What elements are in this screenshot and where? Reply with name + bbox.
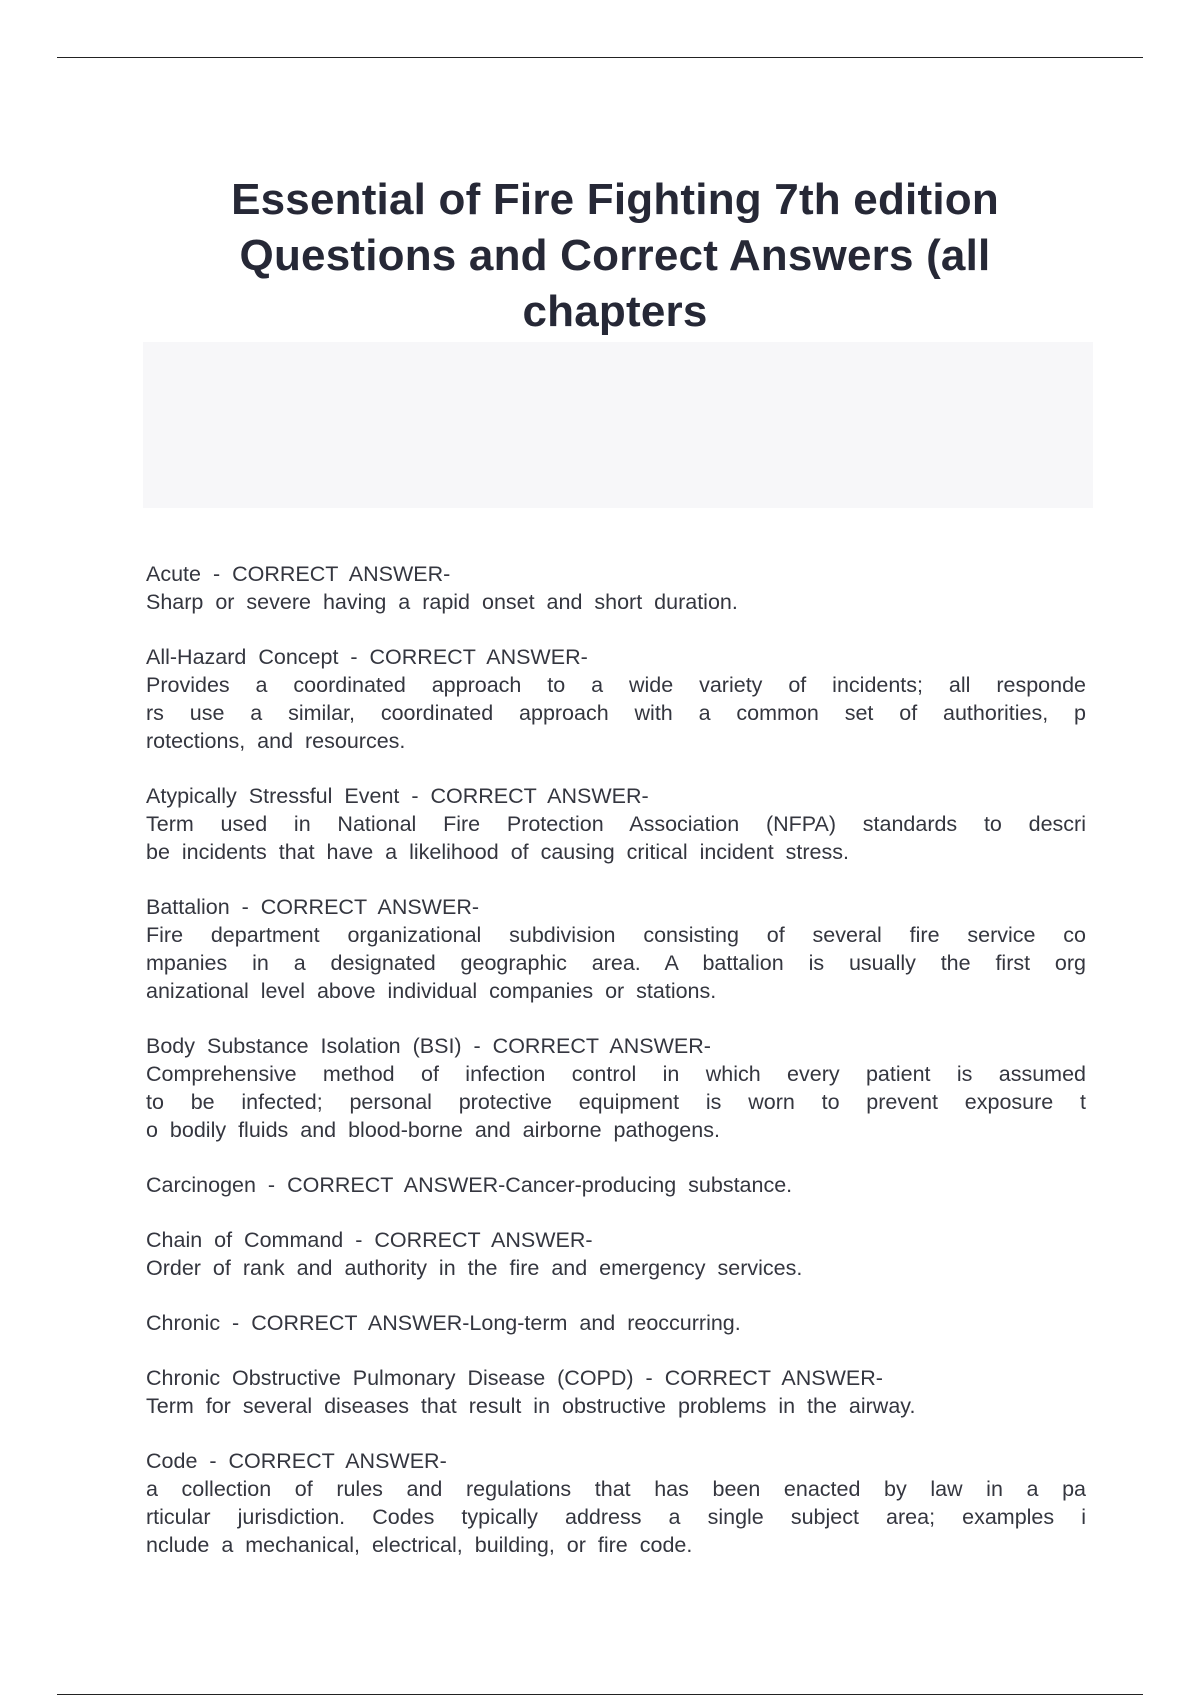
glossary-entries xyxy=(146,560,1086,1586)
entry-definition-line: Provides a coordinated approach to a wide variety of incidents; all responde xyxy=(146,673,1086,697)
entry-term-line: All-Hazard Concept - CORRECT ANSWER- xyxy=(146,645,588,669)
glossary-entry xyxy=(146,893,1086,1005)
entry-definition-line: a collection of rules and regulations that has been enacted by law in a pa xyxy=(146,1477,1086,1501)
entry-definition-line: rticular jurisdiction. Codes typically address a single subject area; examples i xyxy=(146,1505,1086,1529)
entry-term-line: Carcinogen - CORRECT ANSWER-Cancer-producing substance. xyxy=(146,1173,793,1197)
glossary-entry xyxy=(146,1447,1086,1559)
entry-term-line: Code - CORRECT ANSWER- xyxy=(146,1449,447,1473)
entry-definition-line: to be infected; personal protective equipment is worn to prevent exposure t xyxy=(146,1090,1086,1114)
entry-definition-line: Term used in National Fire Protection Association (NFPA) standards to descri xyxy=(146,812,1086,836)
glossary-entry xyxy=(146,560,1086,616)
entry-definition-line: Comprehensive method of infection control in which every patient is assumed xyxy=(146,1062,1086,1086)
top-rule xyxy=(57,57,1143,58)
entry-definition-line: nclude a mechanical, electrical, building, or fire code. xyxy=(146,1533,693,1557)
glossary-entry xyxy=(146,1226,1086,1282)
title-line: Essential of Fire Fighting 7th edition xyxy=(231,175,999,224)
entry-definition-line: be incidents that have a likelihood of causing critical incident stress. xyxy=(146,840,849,864)
entry-definition-line: Term for several diseases that result in obstructive problems in the airway. xyxy=(146,1394,916,1418)
entry-definition-line: rs use a similar, coordinated approach with a common set of authorities, p xyxy=(146,701,1086,725)
glossary-entry xyxy=(146,1364,1086,1420)
glossary-entry xyxy=(146,643,1086,755)
entry-definition-line: o bodily fluids and blood-borne and airborne pathogens. xyxy=(146,1118,720,1142)
entry-term-line: Acute - CORRECT ANSWER- xyxy=(146,562,451,586)
entry-term-line: Chronic - CORRECT ANSWER-Long-term and reoccurring. xyxy=(146,1311,741,1335)
entry-definition-line: Order of rank and authority in the fire and emergency services. xyxy=(146,1256,803,1280)
glossary-entry xyxy=(146,1032,1086,1144)
entry-definition-line: Fire department organizational subdivision consisting of several fire service co xyxy=(146,923,1086,947)
entry-term-line: Chronic Obstructive Pulmonary Disease (COPD) - CORRECT ANSWER- xyxy=(146,1366,883,1390)
glossary-entry xyxy=(146,782,1086,866)
document-title xyxy=(120,172,1110,340)
entry-definition-line: rotections, and resources. xyxy=(146,729,406,753)
title-line: Questions and Correct Answers (all xyxy=(239,231,991,280)
title-panel xyxy=(143,342,1093,508)
entry-term-line: Chain of Command - CORRECT ANSWER- xyxy=(146,1228,593,1252)
glossary-entry xyxy=(146,1309,1086,1337)
glossary-entry xyxy=(146,1171,1086,1199)
entry-definition-line: Sharp or severe having a rapid onset and short duration. xyxy=(146,590,738,614)
title-line: chapters xyxy=(522,287,708,336)
entry-definition-line: mpanies in a designated geographic area. A battalion is usually the first org xyxy=(146,951,1086,975)
entry-term-line: Atypically Stressful Event - CORRECT ANSWER- xyxy=(146,784,649,808)
bottom-rule xyxy=(57,1694,1143,1695)
entry-term-line: Body Substance Isolation (BSI) - CORRECT ANSWER- xyxy=(146,1034,711,1058)
entry-term-line: Battalion - CORRECT ANSWER- xyxy=(146,895,480,919)
entry-definition-line: anizational level above individual companies or stations. xyxy=(146,979,717,1003)
